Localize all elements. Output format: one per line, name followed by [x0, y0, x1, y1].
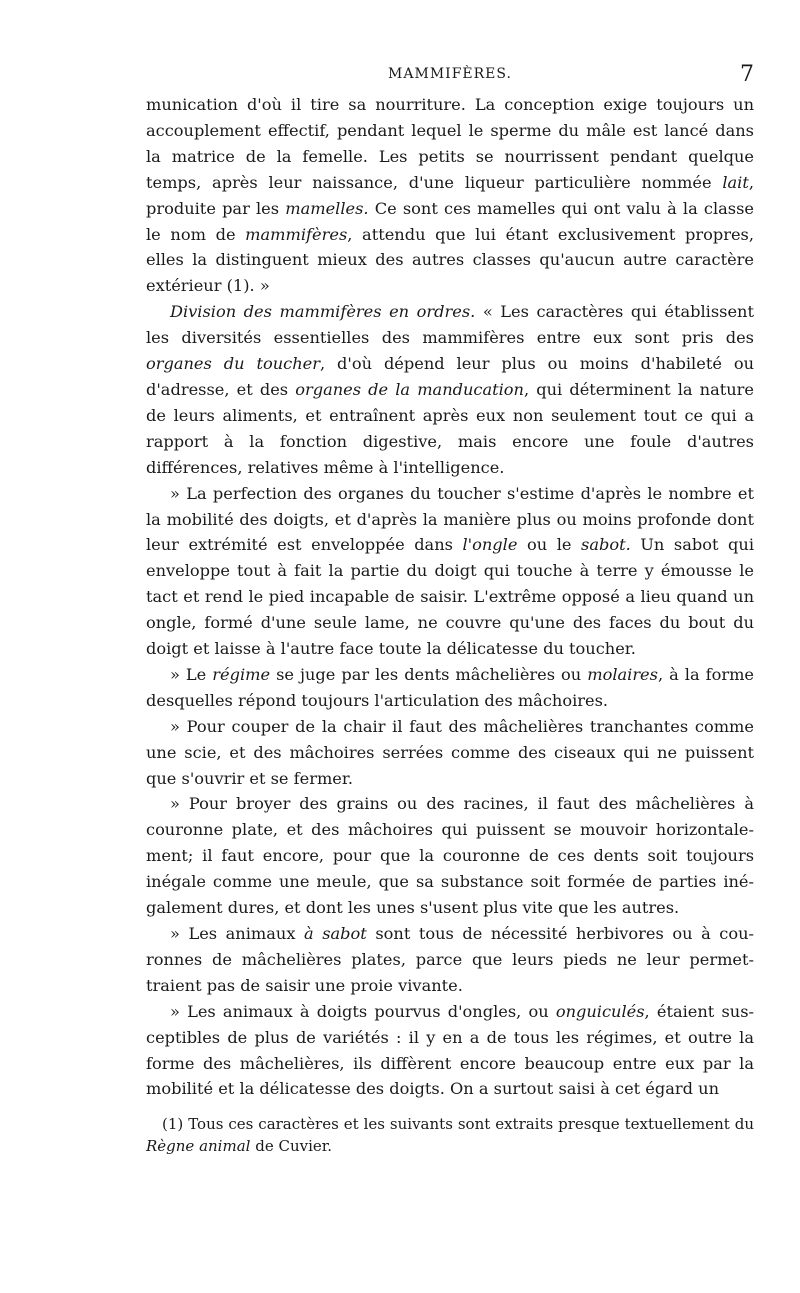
text-run: se juge par les dents mâchelières ou	[270, 664, 588, 684]
paragraph	[146, 92, 754, 299]
paragraph	[146, 481, 754, 662]
italic-text: Division des mammifères en ordres.	[170, 302, 476, 322]
text-run: Ce sont ces mamelles qui ont valu à la classe le nom de	[146, 198, 754, 244]
italic-text: lait	[722, 172, 749, 192]
text-run: » Pour couper de la chair il faut des mâchelières tranchantes comme une scie, et des mâchoires serrées comme des ciseaux qui ne puissent que s'ouvrir et se fermer.	[146, 716, 754, 788]
paragraph	[146, 791, 754, 921]
italic-text: mamelles.	[285, 198, 369, 218]
text-run: » Pour broyer des grains ou des racines, il faut des mâchelières à couronne plate, et des mâchoires qui puissent se mouvoir horizontalement; il faut encore, pour que la couronne de ces dents soit toujours inégale comme une meule, que sa substance soit formée de parties inégalement dures, et dont les unes s'usent plus vite que les autres.	[146, 794, 754, 918]
text-run: » La perfection des organes du toucher s'estime d'après le nombre et la mobilité des doigts, et d'après la manière plus ou moins profonde dont leur extrémité est enveloppée dans	[146, 483, 754, 555]
italic-text: sabot.	[581, 535, 631, 555]
text-run: (1) Tous ces caractères et les suivants sont extraits presque textuellement du	[162, 1115, 754, 1133]
running-title: MAMMIFÈRES.	[388, 66, 512, 82]
paragraph	[146, 662, 754, 714]
text-run: » Les animaux à doigts pourvus d'ongles, ou	[170, 1001, 556, 1021]
text-run: , d'où dépend leur plus ou moins d'habileté ou d'adresse, et des	[146, 354, 755, 399]
text-run: de Cuvier.	[250, 1137, 333, 1155]
text-run: , qui déterminent la nature de leurs aliments, et entraînent après eux non seulement tout ce qui a rapport à la fonction digestive, mais encore une foule d'autres différences, relatives même à l'intelligence.	[146, 379, 754, 477]
text-run: , étaient susceptibles de plus de variétés : il y en a de tous les régimes, et outre la forme des mâchelières, ils diffèrent encore beaucoup entre eux par la mobilité et la délicatesse des doigts. On a surtout saisi à cet égard un	[146, 1001, 754, 1099]
italic-text: organes de la manducation	[295, 379, 524, 399]
text-run: , à la forme desquelles répond toujours l'articulation des mâchoires.	[146, 664, 755, 710]
italic-text: à sabot	[304, 924, 367, 943]
text-run: Un sabot qui enveloppe tout à fait la partie du doigt qui touche à terre y émousse le tact et rend le pied incapable de saisir. L'extrême opposé a lieu quand un ongle, formé d'une seule lame, ne couvre qu'une des faces du bout du doigt et laisse à l'autre face toute la délicatesse du toucher.	[146, 535, 754, 659]
page-header	[146, 62, 754, 92]
italic-text: Règne animal	[146, 1137, 251, 1155]
text-run: sont tous de nécessité herbivores ou à couronnes de mâchelières plates, parce que leurs pieds ne leur permettraient pas de saisir une proie vivante.	[146, 924, 754, 995]
text-run: » Les animaux	[170, 924, 305, 943]
page-number: 7	[740, 62, 754, 87]
footnote	[146, 1113, 754, 1157]
paragraph	[146, 999, 754, 1103]
italic-text: mammifères	[245, 224, 348, 244]
body-text	[146, 92, 754, 1102]
italic-text: molaires	[587, 664, 658, 684]
italic-text: onguiculés	[555, 1001, 645, 1021]
text-run: « Les caractères qui établissent les diversités essentielles des mammifères entre eux sont pris des	[146, 302, 754, 348]
text-run: , attendu que lui étant exclusivement propres, elles la distinguent mieux des autres classes qu'aucun autre caractère extérieur (1). »	[146, 224, 754, 296]
text-run: ou le	[517, 535, 582, 555]
paragraph	[146, 714, 754, 792]
text-run: , produite par les	[146, 172, 754, 218]
paragraph	[146, 299, 754, 480]
italic-text: régime	[212, 664, 271, 684]
paragraph	[146, 921, 754, 999]
text-run: munication d'où il tire sa nourriture. La conception exige toujours un accouplement effectif, pendant lequel le sperme du mâle est lancé dans la matrice de la femelle. Les petits se nourrissent pendant quelque temps, après leur naissance, d'une liqueur particulière nommée	[146, 95, 754, 192]
text-run: » Le	[170, 664, 213, 684]
footnotes	[146, 1113, 754, 1157]
italic-text: organes du toucher	[146, 354, 320, 374]
italic-text: l'ongle	[462, 535, 518, 555]
